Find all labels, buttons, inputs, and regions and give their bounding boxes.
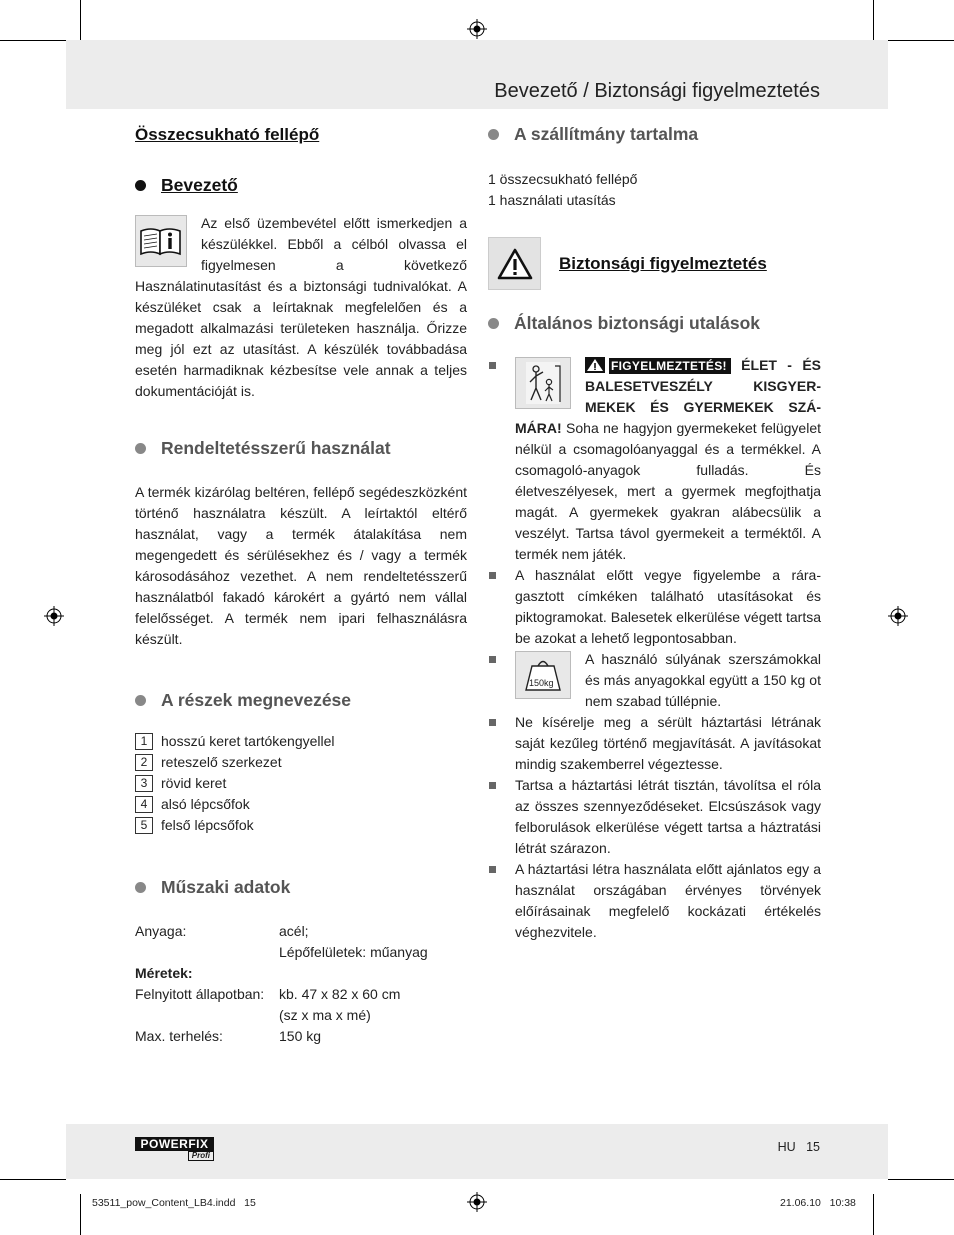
- list-item: 1 hosszú keret tartókengyellel: [135, 731, 467, 752]
- list-item: [488, 355, 821, 565]
- spec-row: Méretek:: [135, 965, 193, 981]
- spec-row: Max. terhelés: 150 kg: [135, 1028, 322, 1044]
- section-heading-parts: A részek megnevezése: [135, 690, 467, 710]
- registration-mark-icon: [467, 19, 487, 39]
- bullet-dot-icon: [135, 443, 146, 454]
- list-item: 2 reteszelő szerkezet: [135, 752, 467, 773]
- intro-text: Az első üzembevétel előtt ismerkedjen a készülékkel. Ebből a célból olvassa el figyelmesen a következő Használatinutasítást és a biztonsági tudnivalókat. A készüléket csak a leírtaknak megfelelően és a megadott alkalmazási területeken használja. Őrizze meg jól ezt az utasítást. A készülék továbbadása esetén harmadiknak kézbesítse vele annak a teljes dokumentációját is.: [135, 215, 468, 399]
- spec-row: Lépőfelületek: műanyag: [279, 944, 428, 960]
- bullet-dot-icon: [135, 180, 146, 191]
- brand-logo: POWERFIX Profi: [135, 1137, 214, 1159]
- list-item: A használat előtt vegye figyelembe a rára-gasztott címkéken található utasításokat és piktogramokat. Balesetek elkerülése végett tartsa be azokat a lehető legpontosabban.: [488, 565, 821, 649]
- page-header-title: Bevezető / Biztonsági figyelmeztetés: [494, 80, 820, 102]
- bullet-dot-icon: [135, 882, 146, 893]
- list-item: Tartsa a háztartási létrát tisztán, távolítsa el róla az összes szennyeződéseket. Elcsúszások vagy felborulások elkerülése végett tartsa a háztratási létrát szárazon.: [488, 775, 821, 859]
- list-item: 3 rövid keret: [135, 773, 467, 794]
- section-heading-intended-use: Rendeltetésszerű használat: [135, 438, 467, 458]
- registration-mark-icon: [467, 1192, 487, 1212]
- bullet-dot-icon: [488, 318, 499, 329]
- section-heading-tech: Műszaki adatok: [135, 877, 467, 897]
- weight-pictogram-icon: [515, 651, 571, 699]
- bullet-dot-icon: [488, 129, 499, 140]
- weight-label: 150kg: [529, 678, 554, 688]
- registration-mark-icon: [44, 606, 64, 626]
- right-column: [488, 124, 821, 943]
- section-heading-general-safety: Általános biztonsági utalások: [488, 313, 821, 333]
- spec-row: Anyaga: acél;: [135, 923, 309, 939]
- warning-badge: FIGYELMEZTETÉS!: [609, 358, 731, 374]
- list-item: A háztartási létra használata előtt ajánlatos egy a használat országában érvényes törvények előírásainak megfelelő kockázati értékelés véghezvitele.: [488, 859, 821, 943]
- bullet-square-icon: [489, 782, 496, 789]
- left-column: [135, 124, 467, 1047]
- list-item: 5 felső lépcsőfok: [135, 815, 467, 836]
- section-heading-contents: A szállítmány tartalma: [488, 124, 821, 144]
- list-item: 4 alsó lépcsőfok: [135, 794, 467, 815]
- document-title: Összecsukható fellépő: [135, 125, 320, 144]
- bullet-dot-icon: [135, 695, 146, 706]
- list-item: Ne kísérelje meg a sérült háztartási létrának saját kezűleg történő megjavítását. A javításokat mindig szakemberrel végeztesse.: [488, 712, 821, 775]
- bullet-square-icon: [489, 866, 496, 873]
- manual-info-icon: [135, 215, 187, 267]
- slug-date: 21.06.10 10:38: [780, 1197, 856, 1209]
- list-item: 1 összecsukható fellépő: [488, 171, 638, 187]
- page-number: HU 15: [777, 1140, 820, 1154]
- spec-row: (sz x ma x mé): [279, 1007, 371, 1023]
- child-danger-pictogram-icon: [515, 357, 571, 409]
- warning-children-text: FIGYELMEZTETÉS! ÉLET - ÉS BALESETVESZÉLY KISGYER- MEKEK ÉS GYERMEKEK SZÁ- MÁRA! Soha ne hagyjon gyermekeket felügyelet nélkül a csomagolóanyaggal és a termékkel. A csomagoló-anyagok fulladás. És életveszélyesek, mert a gyermek megfojthatja magát. A gyermekek gyakran alábecsülik a veszélyt. Tartsa távol gyermekeit a terméktől. A termék nem játék.: [515, 357, 821, 562]
- contents-list: [488, 169, 821, 211]
- warning-badge-triangle-icon: [585, 357, 605, 373]
- registration-mark-icon: [888, 606, 908, 626]
- bullet-square-icon: [489, 656, 496, 663]
- tech-specs: [135, 921, 467, 1047]
- safety-warning-title: Biztonsági figyelmeztetés: [559, 254, 767, 273]
- warning-triangle-icon: [488, 237, 541, 290]
- bullet-square-icon: [489, 572, 496, 579]
- intended-use-text: A termék kizárólag beltéren, fellépő segédeszközként történő használatra készült. A leírtaktól eltérő használat, vagy a termék átalakítása nem megengedett és sérülésekhez és / vagy a termék károsodásához vezethet. A nem rendeltetésszerű használatból fakadó károkért a gyártó nem vállal felelősséget. A termék nem ipari felhasználásra készült.: [135, 484, 467, 647]
- bullet-square-icon: [489, 362, 496, 369]
- slug-filename: 53511_pow_Content_LB4.indd 15: [92, 1197, 256, 1209]
- section-heading-intro: Bevezető: [135, 175, 467, 195]
- list-item: 1 használati utasítás: [488, 192, 616, 208]
- safety-warning-header: [488, 237, 821, 290]
- bullet-square-icon: [489, 719, 496, 726]
- safety-list: [488, 355, 821, 943]
- intro-block: [135, 213, 467, 402]
- parts-list: [135, 731, 467, 836]
- spec-row: Felnyitott állapotban: kb. 47 x 82 x 60 cm: [135, 986, 401, 1002]
- list-item: 150kg A használó súlyának szerszámokkal és más anyagokkal együtt a 150 kg ot nem szabad túllépnie.: [488, 649, 821, 712]
